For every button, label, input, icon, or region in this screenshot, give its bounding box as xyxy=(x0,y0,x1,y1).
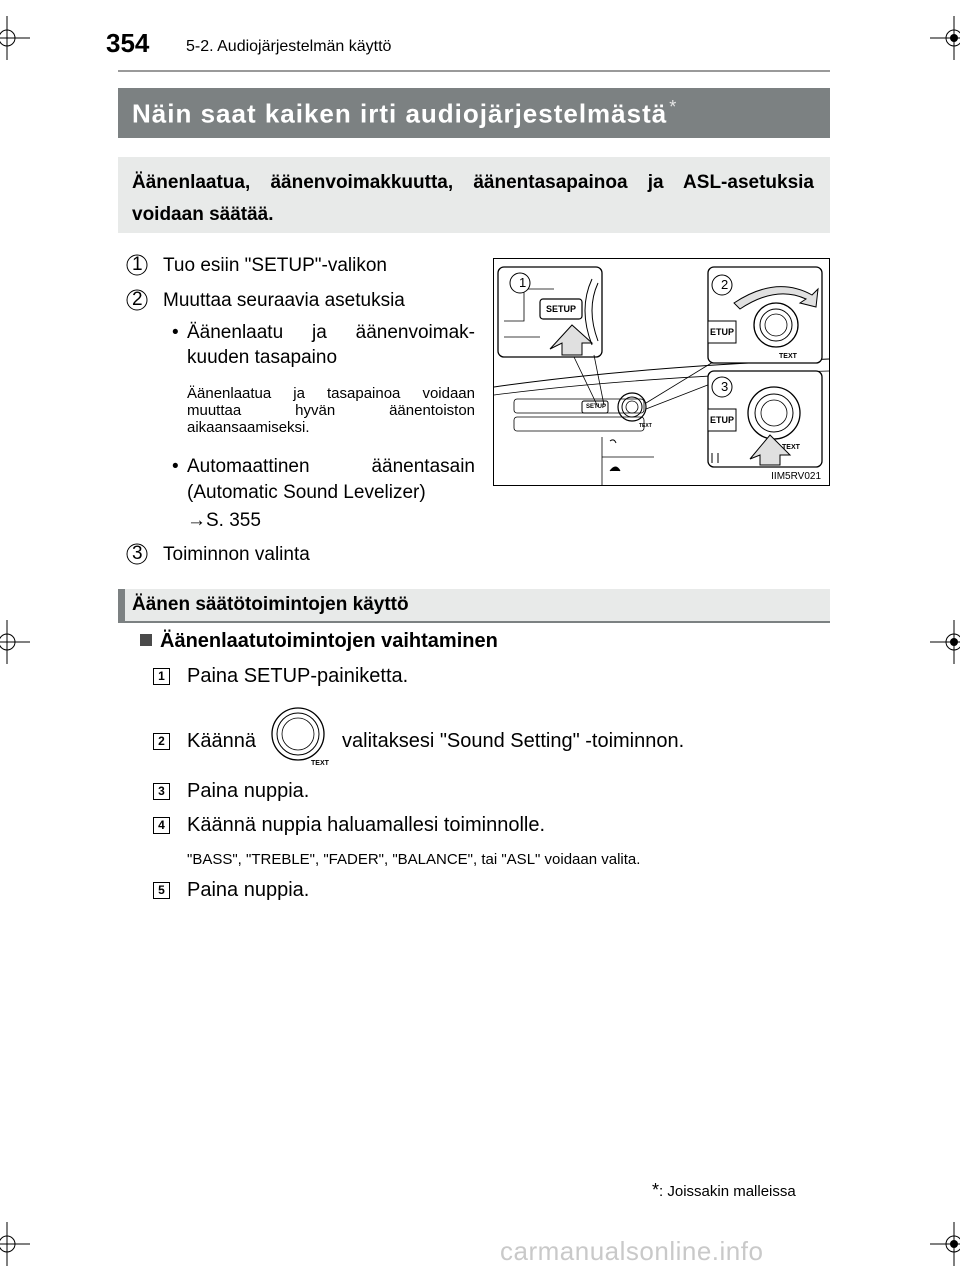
subsection-bar xyxy=(118,589,830,623)
intro-box xyxy=(118,157,830,233)
illustration-drawing xyxy=(494,259,829,485)
step-2-text-before: Käännä xyxy=(187,730,256,752)
crop-mark-bottom-left xyxy=(0,1222,30,1266)
page-reference-link[interactable]: →S. 355 xyxy=(187,510,261,531)
section-title-bar xyxy=(118,88,830,138)
step-number-4: 4 xyxy=(153,817,170,834)
step-number-3: 3 xyxy=(153,783,170,800)
crop-mark-top-right xyxy=(930,16,960,60)
page-title xyxy=(132,97,677,130)
callout-number-3-label: 3 xyxy=(132,543,143,564)
crop-mark-bottom-right xyxy=(930,1222,960,1266)
figure-setup-label-3: ETUP xyxy=(710,415,735,425)
footnote-text: : Joissakin malleissa xyxy=(659,1183,796,1200)
figure-marker-1: 1 xyxy=(519,275,527,290)
subsection-title: Äänen säätötoimintojen käyttö xyxy=(132,594,409,615)
footnote xyxy=(652,1180,796,1201)
callout-number-2 xyxy=(130,289,141,311)
step-note: "BASS", "TREBLE", "FADER", "BALANCE", tai "ASL" voidaan valita. xyxy=(187,851,641,868)
step-5-text: Paina nuppia. xyxy=(187,879,310,901)
step-2-text-after: valitaksesi "Sound Setting" -toiminnon. xyxy=(342,730,685,752)
callout-number-2-label: 2 xyxy=(132,289,143,310)
chapter-title: 5-2. Audiojärjestelmän käyttö xyxy=(186,38,392,55)
crop-mark-top-left xyxy=(0,16,30,60)
figure-knob-label: TEXT xyxy=(779,353,797,360)
bullet-1-line-2: kuuden tasapaino xyxy=(187,347,338,368)
knob-icon-label: TEXT xyxy=(311,760,329,767)
figure-setup-label: SETUP xyxy=(546,304,577,314)
audio-controls-illustration xyxy=(493,258,830,486)
figure-marker-2: 2 xyxy=(721,277,729,292)
section-accent xyxy=(118,589,125,621)
bullet-2-line-1: Automaattinen äänentasain xyxy=(187,456,475,477)
square-bullet-icon xyxy=(140,634,152,646)
page-title-text: Näin saat kaiken irti audiojärjestelmästä xyxy=(132,98,668,129)
callout-number-1 xyxy=(130,254,141,276)
step-number-5: 5 xyxy=(153,882,170,899)
sub-heading-text: Äänenlaatutoimintojen vaihtaminen xyxy=(160,630,498,652)
figure-knob-label-2: TEXT xyxy=(782,444,800,451)
crop-mark-mid-left xyxy=(0,620,30,664)
crop-mark-mid-right xyxy=(930,620,960,664)
callout-2-text: Muuttaa seuraavia asetuksia xyxy=(163,290,405,311)
step-4-text: Käännä nuppia haluamallesi toiminnolle. xyxy=(187,814,546,836)
bullet-marker: • xyxy=(172,456,179,477)
footnote-marker: * xyxy=(652,1180,660,1200)
asterisk-marker: * xyxy=(669,97,678,117)
intro-text: Äänenlaatua, äänenvoimakkuutta, äänentasapainoa ja ASL-asetuksia voidaan säätää. xyxy=(132,172,814,225)
figure-knob-label-3: TEXT xyxy=(639,423,652,429)
bullet-marker: • xyxy=(172,322,179,343)
step-3-text: Paina nuppia. xyxy=(187,780,310,802)
callout-1-text: Tuo esiin "SETUP"-valikon xyxy=(163,255,387,276)
sub-heading xyxy=(140,630,498,653)
step-number-1: 1 xyxy=(153,668,170,685)
callout-number-3 xyxy=(130,543,141,565)
bullet-1-line-1: Äänenlaatu ja äänenvoimak- xyxy=(187,322,475,343)
figure-code: IIM5RV021 xyxy=(771,471,821,482)
header-rule xyxy=(118,70,830,72)
figure-marker-3: 3 xyxy=(721,379,729,394)
bullet-2-line-2: (Automatic Sound Levelizer) xyxy=(187,482,426,503)
callout-number-1-label: 1 xyxy=(132,254,143,275)
step-number-2: 2 xyxy=(153,733,170,750)
callout-3-text: Toiminnon valinta xyxy=(163,544,310,565)
figure-setup-label-2: ETUP xyxy=(710,327,735,337)
figure-setup-small-label: SETUP xyxy=(586,404,607,410)
bullet-1-note: Äänenlaatua ja tasapainoa voidaan muuttaa hyvän äänentoiston aikaansaamiseksi. xyxy=(187,385,475,436)
knob-icon xyxy=(270,704,334,773)
page-number: 354 xyxy=(106,28,150,58)
step-1-text: Paina SETUP-painiketta. xyxy=(187,665,409,687)
watermark: carmanualsonline.info xyxy=(500,1236,764,1266)
